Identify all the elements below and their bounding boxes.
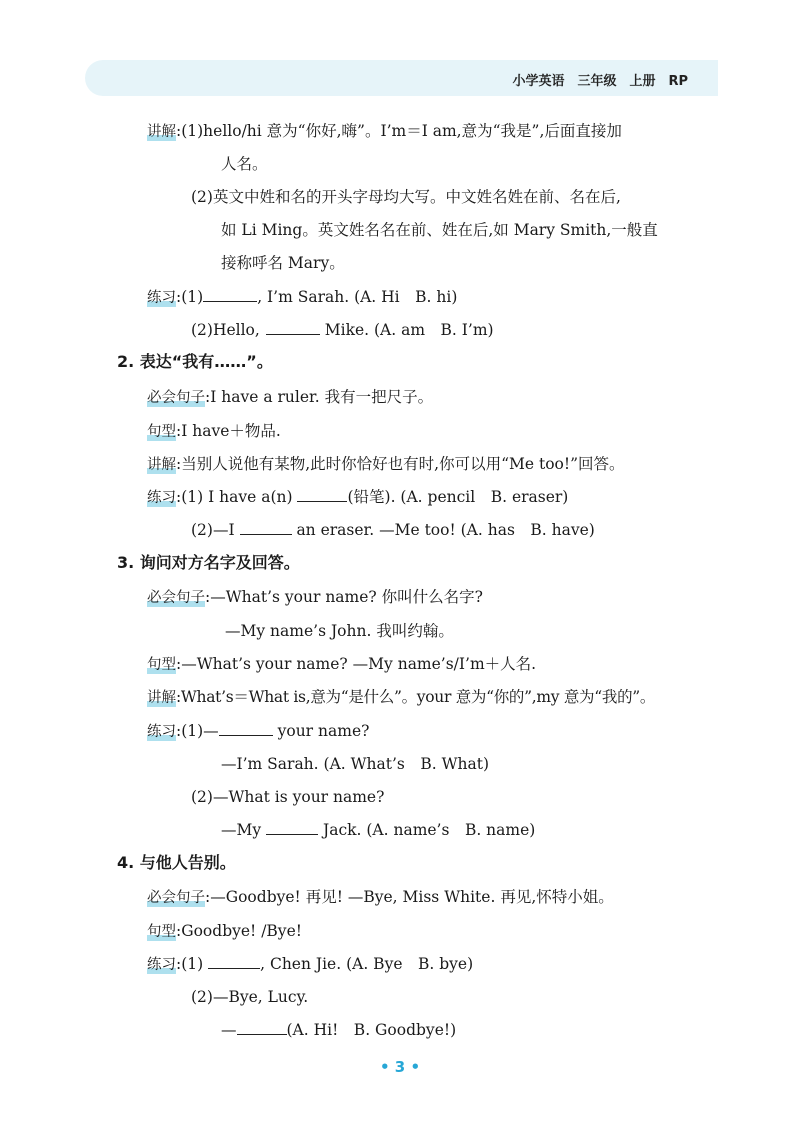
s3-must-a (147, 586, 483, 609)
s3-practice-1 (147, 720, 369, 743)
s1-explain-line-5: 接称呼名 Mary。 (221, 254, 345, 272)
practice-label: 练习 (147, 957, 176, 973)
answer-blank[interactable] (203, 287, 257, 302)
practice-text: :(1)— (176, 722, 219, 740)
page-number: • 3 • (379, 1058, 421, 1076)
answer-blank[interactable] (266, 320, 320, 335)
s1-explain-line-2: 人名。 (221, 155, 268, 173)
answer-blank[interactable] (266, 820, 318, 835)
s4-practice-1 (147, 953, 473, 976)
must-label: 必会句子 (147, 590, 205, 606)
practice-text: (铅笔). (A. pencil B. eraser) (347, 488, 569, 506)
practice-text: (2)—I (191, 521, 240, 539)
answer-blank[interactable] (237, 1020, 287, 1035)
practice-text: :(1) (176, 955, 209, 973)
practice-text: (A. Hi! B. Goodbye!) (286, 1021, 457, 1039)
s2-pattern (147, 420, 281, 443)
practice-text: —My (221, 821, 267, 839)
practice-text: — (221, 1021, 237, 1039)
section-heading-2: 2. 表达“我有……”。 (117, 352, 273, 371)
explain-text: :(1)hello/hi 意为“你好,嗨”。I’m＝I am,意为“我是”,后面直接加 (176, 122, 622, 140)
section-heading-3: 3. 询问对方名字及回答。 (117, 553, 300, 572)
s4-practice-2a: (2)—Bye, Lucy. (191, 988, 309, 1006)
answer-blank[interactable] (297, 487, 347, 502)
s1-explain-line-1 (147, 120, 622, 143)
s4-practice-2b (221, 1019, 456, 1041)
page-header (85, 60, 718, 96)
s3-must-b: —My name’s John. 我叫约翰。 (225, 622, 454, 640)
header-text: 小学英语 三年级 上册 RP (512, 74, 688, 89)
practice-label: 练习 (147, 290, 176, 306)
s3-practice-2b (221, 819, 535, 841)
practice-text: an eraser. —Me too! (A. has B. have) (291, 521, 595, 539)
s2-practice-2 (191, 519, 595, 541)
s4-must (147, 886, 614, 909)
explain-text: :What’s＝What is,意为“是什么”。your 意为“你的”,my 意为“我的”。 (176, 688, 656, 706)
pattern-label: 句型 (147, 657, 176, 673)
pattern-text: :I have＋物品. (176, 422, 281, 440)
practice-text: :(1) I have a(n) (176, 488, 298, 506)
s3-practice-1b: —I’m Sarah. (A. What’s B. What) (221, 755, 490, 773)
pattern-text: :Goodbye! /Bye! (176, 922, 302, 940)
practice-label: 练习 (147, 724, 176, 740)
must-label: 必会句子 (147, 390, 205, 406)
s1-practice-1 (147, 286, 457, 309)
explain-label: 讲解 (147, 457, 176, 473)
practice-label: 练习 (147, 490, 176, 506)
must-text: :—Goodbye! 再见! —Bye, Miss White. 再见,怀特小姐。 (205, 888, 614, 906)
must-text: :I have a ruler. 我有一把尺子。 (205, 388, 434, 406)
answer-blank[interactable] (208, 954, 260, 969)
pattern-text: :—What’s your name? —My name’s/I’m＋人名. (176, 655, 537, 673)
s4-pattern (147, 920, 302, 943)
practice-text: , I’m Sarah. (A. Hi B. hi) (257, 288, 458, 306)
must-label: 必会句子 (147, 890, 205, 906)
s3-practice-2a: (2)—What is your name? (191, 788, 385, 806)
explain-label: 讲解 (147, 124, 176, 140)
s1-explain-line-4: 如 Li Ming。英文姓名名在前、姓在后,如 Mary Smith,一般直 (221, 221, 658, 239)
explain-label: 讲解 (147, 690, 176, 706)
s1-explain-line-3: (2)英文中姓和名的开头字母均大写。中文姓名姓在前、名在后, (191, 188, 621, 206)
s2-practice-1 (147, 486, 568, 509)
s3-pattern (147, 653, 536, 676)
pattern-label: 句型 (147, 424, 176, 440)
practice-text: :(1) (176, 288, 204, 306)
practice-text: Mike. (A. am B. I’m) (319, 321, 494, 339)
pattern-label: 句型 (147, 924, 176, 940)
answer-blank[interactable] (219, 721, 273, 736)
explain-text: :当别人说他有某物,此时你恰好也有时,你可以用“Me too!”回答。 (176, 455, 625, 473)
s1-practice-2 (191, 319, 494, 341)
answer-blank[interactable] (240, 520, 292, 535)
s2-explain (147, 453, 625, 476)
section-heading-4: 4. 与他人告别。 (117, 853, 236, 872)
s3-explain (147, 686, 655, 709)
s2-must (147, 386, 433, 409)
practice-text: (2)Hello, (191, 321, 260, 339)
practice-text: Jack. (A. name’s B. name) (318, 821, 536, 839)
must-text: :—What’s your name? 你叫什么名字? (205, 588, 483, 606)
practice-text: , Chen Jie. (A. Bye B. bye) (260, 955, 474, 973)
practice-text: your name? (272, 722, 370, 740)
